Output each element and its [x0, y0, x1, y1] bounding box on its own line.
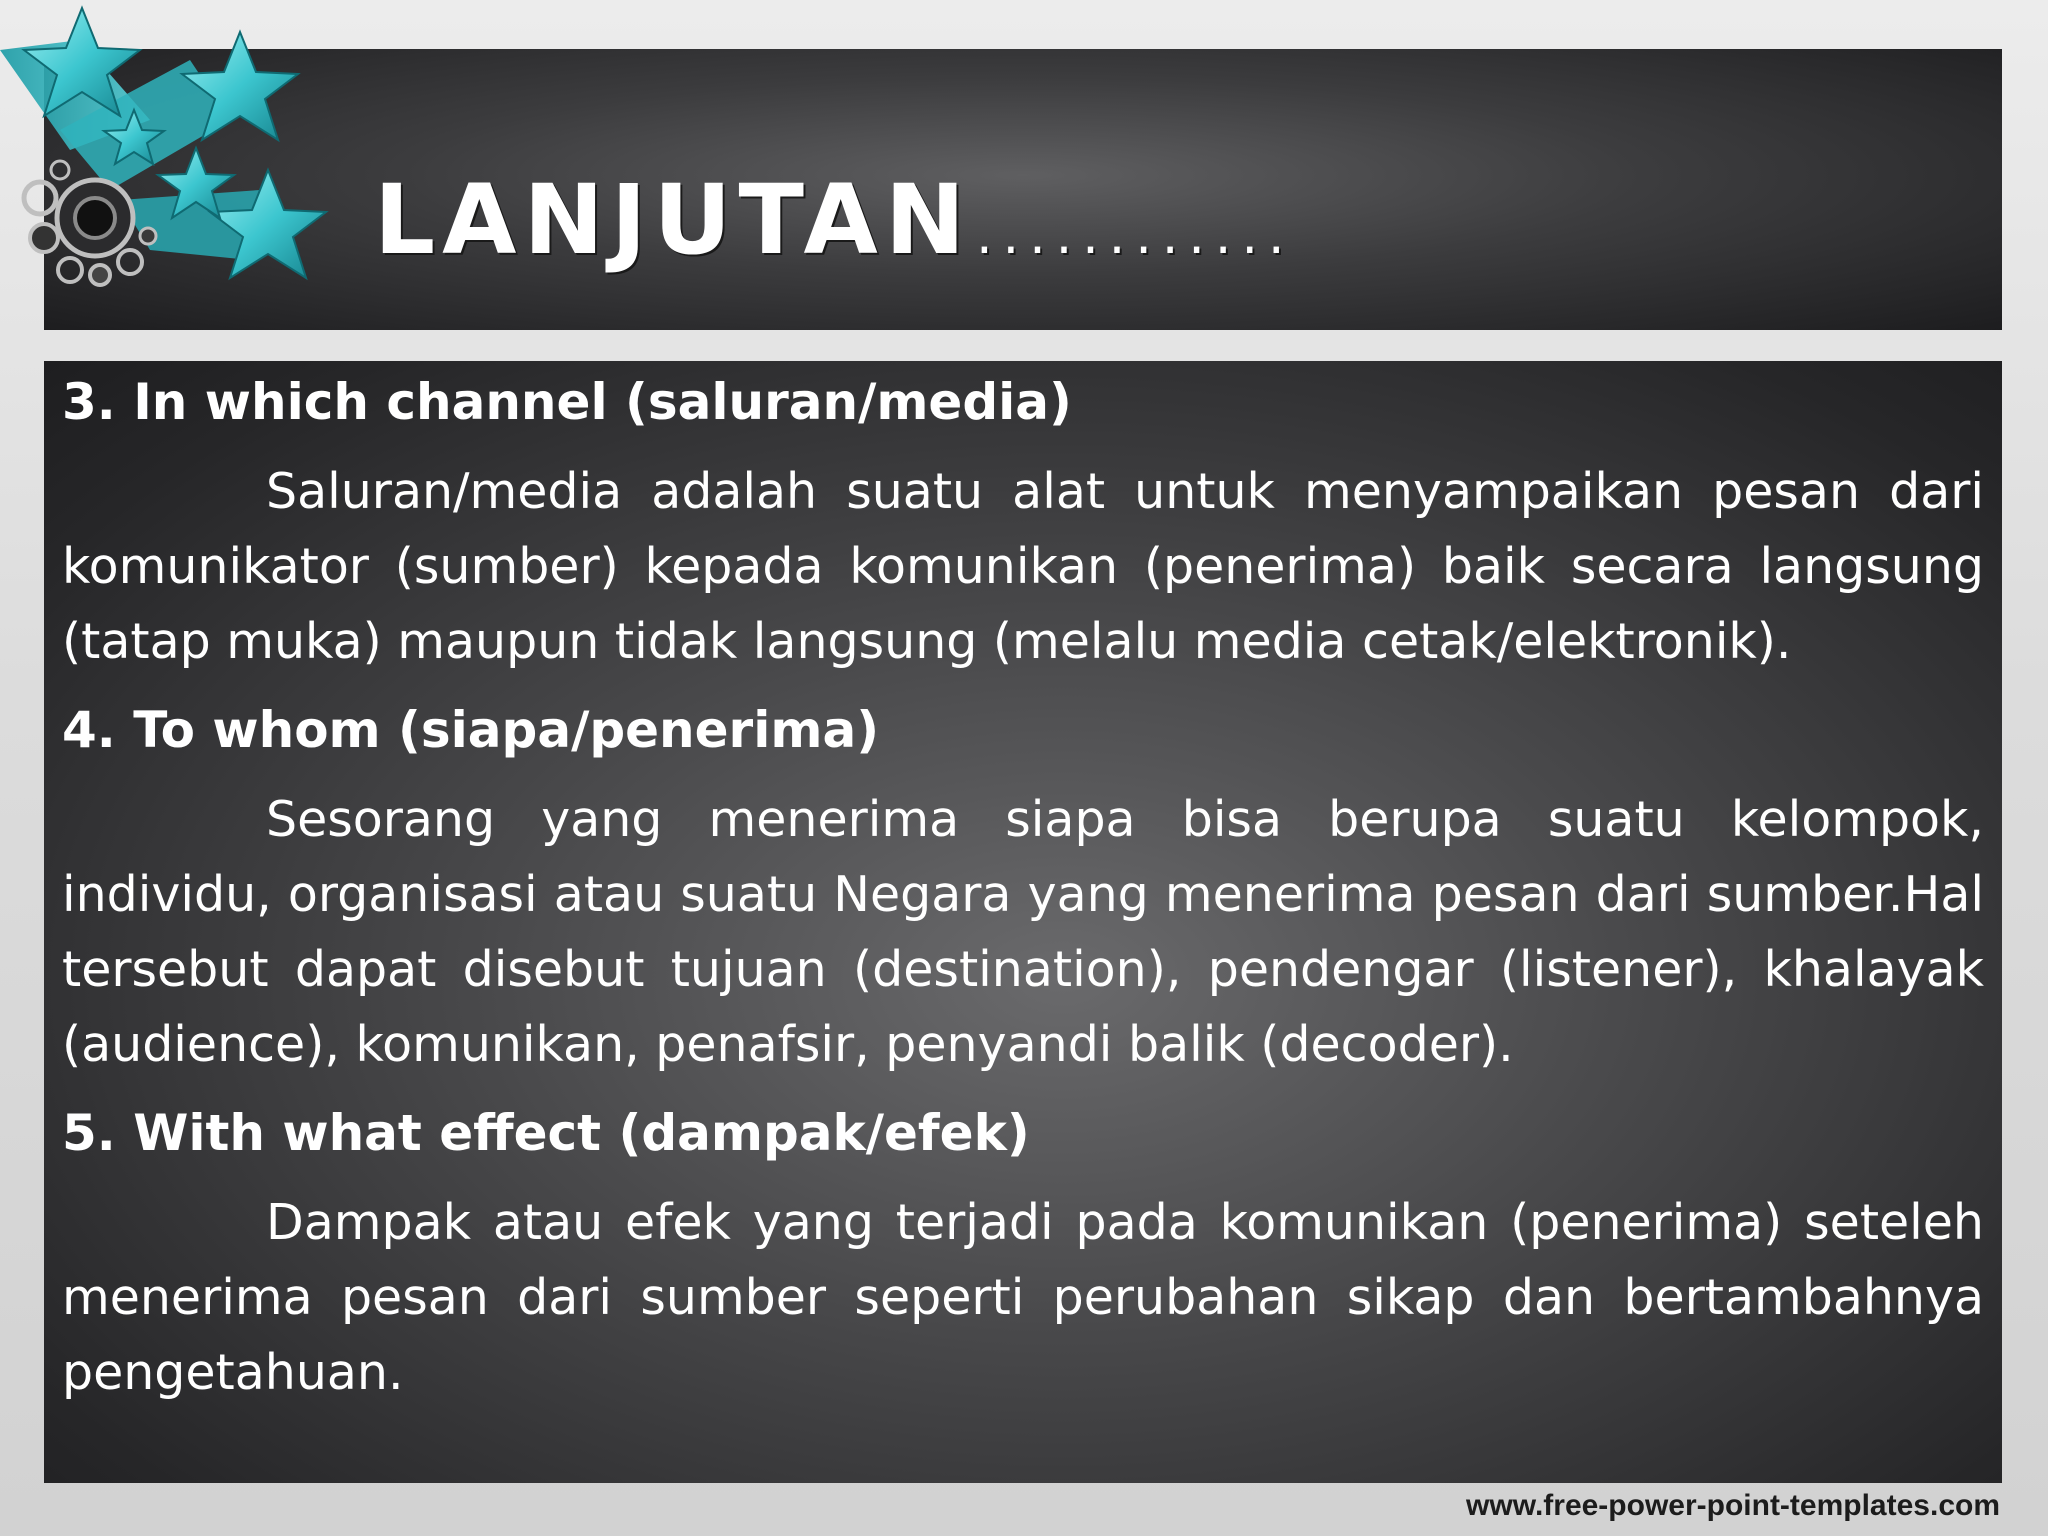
content-panel: [44, 361, 2002, 1483]
circle-shape: [75, 198, 115, 238]
section-body-channel: Saluran/media adalah suatu alat untuk menyampaikan pesan dari komunikator (sumber) kepada komunikan (penerima) baik secara langsung (tatap muka) maupun tidak langsung (melalu media cetak/elektronik).: [62, 463, 1984, 670]
section-heading-channel: 3. In which channel (saluran/media): [62, 373, 1072, 431]
footer-url: www.free-power-point-templates.com: [1466, 1489, 2000, 1522]
section-body-whom: Sesorang yang menerima siapa bisa berupa suatu kelompok, individu, organisasi atau suatu Negara yang menerima pesan dari sumber.Hal tersebut dapat disebut tujuan (destination), pendengar (listener), khalayak (audience), komunikan, penafsir, penyandi balik (decoder).: [62, 791, 1984, 1073]
section-body-effect: Dampak atau efek yang terjadi pada komunikan (penerima) seteleh menerima pesan dari sumber seperti perubahan sikap dan bertambahnya pengetahuan.: [62, 1194, 1984, 1401]
circle-shape: [51, 161, 69, 179]
stars-decoration-icon: [0, 0, 360, 340]
slide-title: [374, 160, 1295, 280]
circle-shape: [90, 265, 110, 285]
section-heading-whom: 4. To whom (siapa/penerima): [62, 701, 880, 759]
section-heading-effect: 5. With what effect (dampak/efek): [62, 1104, 1030, 1162]
circle-shape: [58, 258, 82, 282]
star-shape: [210, 170, 326, 278]
content-body: [62, 365, 1984, 1410]
circle-shape: [118, 250, 142, 274]
circle-shape: [24, 182, 56, 214]
slide-title-text: LANJUTAN: [374, 164, 973, 276]
slide-title-dots: ............: [976, 206, 1295, 266]
circle-shape: [30, 224, 58, 252]
circle-shape: [140, 228, 156, 244]
